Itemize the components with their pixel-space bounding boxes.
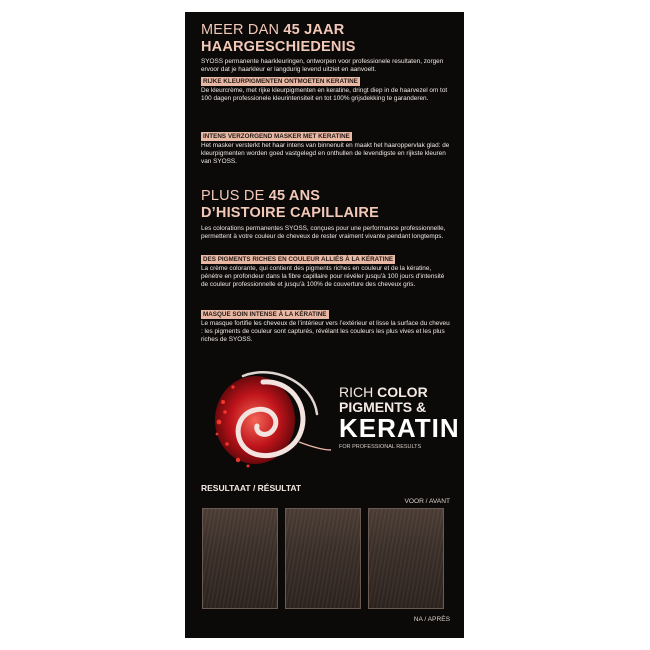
fr-subheading-1: DES PIGMENTS RICHES EN COULEUR ALLIÉS À LA KÉRATINE: [203, 256, 394, 263]
fr-title: [201, 188, 320, 204]
nl-text-2: Het masker versterkt het haar intens van binnenuit en maakt het haaroppervlak glad: de kleurpigmenten worden goed vastgelegd en onthullen de levendigste en rijkste kleuren van SYOSS.: [201, 142, 450, 165]
hair-swatch-2: [285, 508, 361, 609]
before-label: VOOR / AVANT: [404, 498, 450, 505]
nl-subheading-2: INTENS VERZORGEND MASKER MET KERATINE: [203, 133, 350, 140]
fr-subheading-2: MASQUE SOIN INTENSE À LA KÉRATINE: [203, 311, 327, 318]
nl-title-light: MEER DAN: [201, 22, 284, 38]
badge-tagline: FOR PROFESSIONAL RESULTS: [339, 444, 422, 450]
badge-line-1-light: RICH: [339, 384, 378, 400]
fr-text-1: La crème colorante, qui contient des pigments riches en couleur et de la kératine, pénètre en profondeur dans la fibre capillaire pour révéler jusqu’à 100 jours d’intensité de couleur professionnelle et jusqu’à 100% de couverture des cheveux gris.: [201, 265, 445, 288]
nl-intro-text: SYOSS permanente haarkleuringen, ontworpen voor professionele resultaten, zorgen ervoor dat je haarkleur er langdurig levend uitziet en aanvoelt.: [201, 58, 444, 73]
nl-subheading-1: RIJKE KLEURPIGMENTEN ONTMOETEN KERATINE: [203, 78, 358, 85]
hair-swatch-3: [368, 508, 444, 609]
product-info-panel: [185, 12, 464, 638]
hair-swatch-1: [202, 508, 278, 609]
fr-title-line2: D’HISTOIRE CAPILLAIRE: [201, 205, 379, 221]
nl-title-bold: 45 JAAR: [283, 22, 345, 38]
fr-title-light: PLUS DE: [201, 188, 269, 204]
badge-line-1-bold: COLOR: [377, 384, 428, 400]
fr-title-bold: 45 ANS: [268, 188, 321, 204]
nl-title: [201, 22, 344, 38]
fr-intro-text: Les colorations permanentes SYOSS, conçues pour une performance professionnelle, permettent à votre couleur de cheveux de rester vraiment vivante pendant longtemps.: [201, 225, 446, 240]
badge-keratin: KERATIN: [339, 413, 460, 443]
nl-text-1: De kleurcrème, met rijke kleurpigmenten en keratine, dringt diep in de haarvezel om tot 100 dagen professionele kleurintensiteit en tot 100% grijsdekking te garanderen.: [201, 87, 448, 102]
color-swirl-logo: [203, 362, 333, 474]
nl-title-line2: HAARGESCHIEDENIS: [201, 39, 356, 55]
result-heading: RESULTAAT / RÉSULTAT: [201, 483, 302, 493]
fr-text-2: Le masque fortifie les cheveux de l’intérieur vers l’extérieur et lisse la surface du cheveu : les pigments de couleur sont capturés, révélant les couleurs les plus vives et les plus riches de SYOSS.: [201, 320, 450, 343]
after-label: NA / APRÈS: [413, 616, 450, 623]
badge-line-1: [339, 384, 428, 400]
badge-line-2: PIGMENTS &: [339, 399, 427, 415]
